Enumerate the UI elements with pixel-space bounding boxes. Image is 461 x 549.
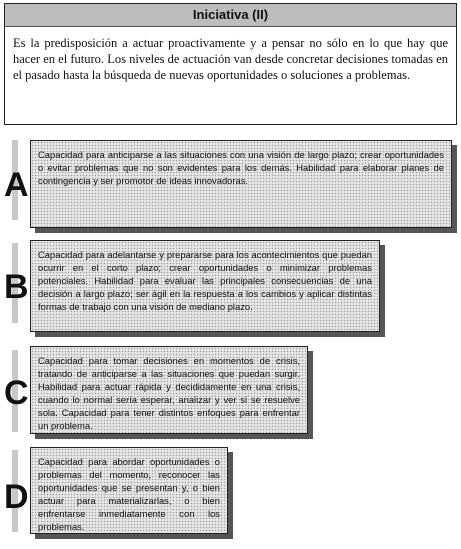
- definition-box: [4, 3, 457, 125]
- level-c-letter: C: [4, 374, 29, 412]
- level-d-box: [30, 447, 228, 534]
- level-d-description: Capacidad para abordar oportunidades o problemas del momento, reconocer las oportunidades que se presentan y, o bien actuar para materializarlas, o bien enfrentarse inmediatamente con los problemas.: [38, 456, 220, 532]
- level-a-letter: A: [4, 166, 29, 204]
- level-a-box: [30, 140, 452, 228]
- level-b-box: [30, 240, 380, 332]
- level-c-box: [30, 346, 308, 434]
- level-b-letter: B: [4, 268, 29, 306]
- level-d-letter: D: [4, 478, 29, 516]
- page-title: Iniciativa (II): [5, 4, 456, 27]
- definition-text: Es la predisposición a actuar proactivamente y a pensar no sólo en lo que hay que hacer en el futuro. Los niveles de actuación van desde concretar decisiones tomadas en el pasado hasta la búsqueda de nuevas oportunidades o soluciones a problemas.: [13, 36, 448, 82]
- level-a-description: Capacidad para anticiparse a las situaciones con una visión de largo plazo; crear oportunidades o evitar problemas que no son evidentes para los demás. Habilidad para elaborar planes de contingencia y ser promotor de ideas innovadoras.: [38, 149, 444, 186]
- level-c-description: Capacidad para tomar decisiones en momentos de crisis, tratando de anticiparse a las situaciones que puedan surgir. Habilidad para actuar rápida y decididamente en una crisis, cuando lo normal sería esperar, analizar y ver si se resuelve sola. Capacidad para tener distintos enfoques para enfrentar un problema.: [38, 355, 300, 431]
- level-b-description: Capacidad para adelantarse y prepararse para los acontecimientos que puedan ocurrir en el corto plazo; crear oportunidades o minimizar problemas potenciales. Habilidad para evaluar las principales consecuencias de una decisión a largo plazo; ser ágil en la respuesta a los cambios y aplicar distintas formas de trabajo con una visión de mediano plazo.: [38, 249, 372, 312]
